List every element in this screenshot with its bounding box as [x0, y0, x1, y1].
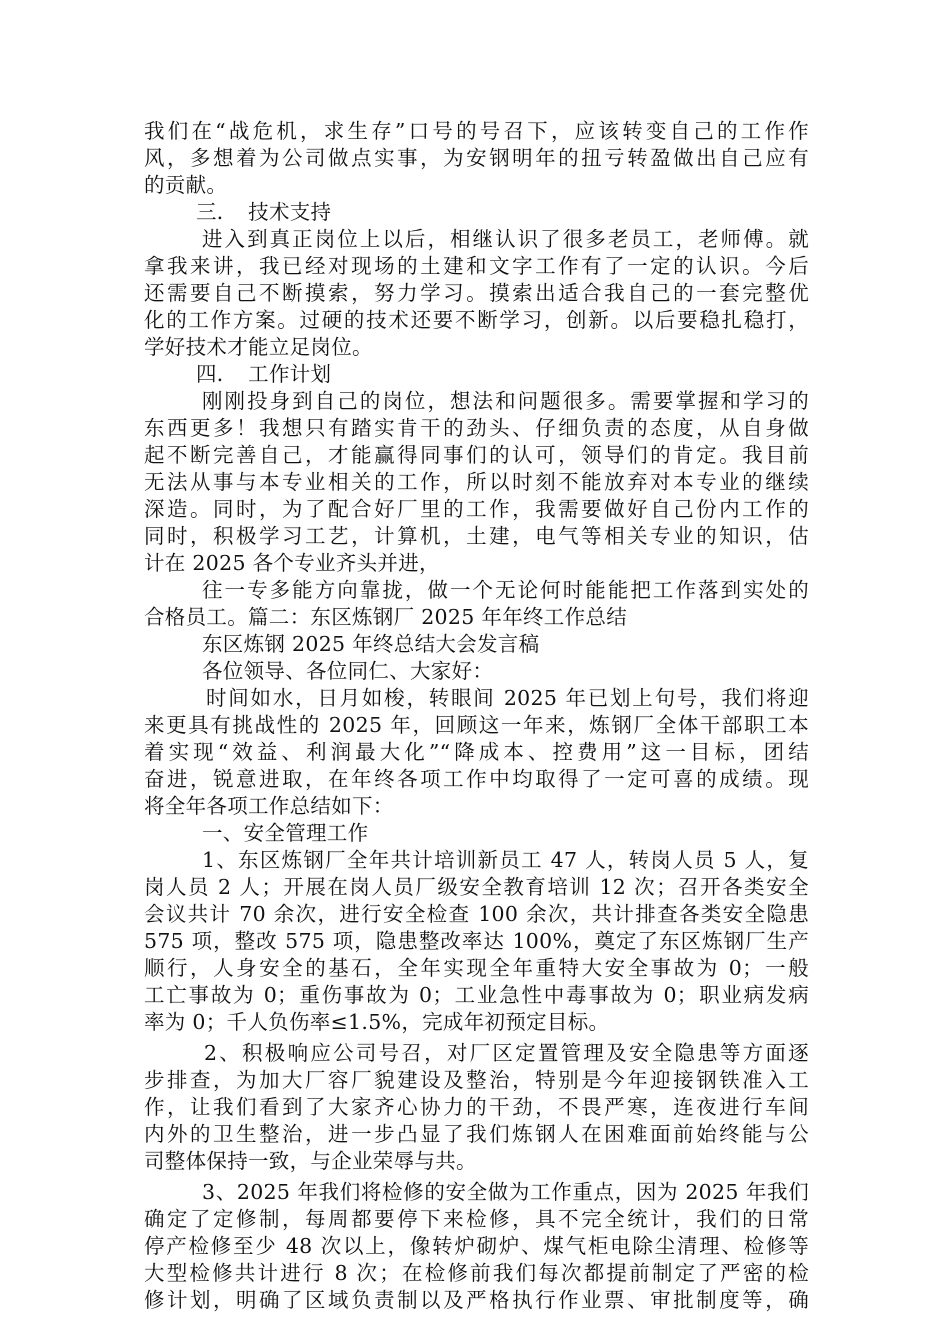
text-line: 计在 2025 各个专业齐头并进，	[144, 551, 440, 575]
text-line: 将全年各项工作总结如下：	[144, 794, 394, 818]
text-line: 化的工作方案。过硬的技术还要不断学习，创新。以后要稳扎稳打，	[144, 308, 809, 332]
text-line: 来更具有挑战性的 2025 年，回顾这一年来，炼钢厂全体干部职工本	[144, 713, 809, 737]
text-line: 2、积极响应公司号召，对厂区定置管理及安全隐患等方面逐	[204, 1041, 809, 1065]
text-line: 同时，积极学习工艺，计算机，土建，电气等相关专业的知识，估	[144, 524, 809, 548]
text-line: 三． 技术支持	[196, 200, 332, 224]
text-line: 四． 工作计划	[196, 362, 332, 386]
text-line: 率为 0；千人负伤率≤1.5%，完成年初预定目标。	[144, 1010, 610, 1034]
text-line: 往一专多能方向靠拢，做一个无论何时能能把工作落到实处的	[202, 578, 809, 602]
text-line: 的贡献。	[144, 173, 228, 197]
text-line: 时间如水，日月如梭，转眼间 2025 年已划上句号，我们将迎	[206, 686, 809, 710]
text-line: 修计划，明确了区域负责制以及严格执行作业票、审批制度等，确	[144, 1288, 809, 1312]
text-line: 起不断完善自己，才能赢得同事们的认可，领导们的肯定。我目前	[144, 443, 809, 467]
text-line: 3、2025 年我们将检修的安全做为工作重点，因为 2025 年我们	[202, 1180, 809, 1204]
text-line: 确定了定修制，每周都要停下来检修，具不完全统计，我们的日常	[144, 1207, 809, 1231]
text-line: 风，多想着为公司做点实事，为安钢明年的扭亏转盈做出自己应有	[144, 146, 809, 170]
text-line: 进入到真正岗位上以后，相继认识了很多老员工，老师傅。就	[202, 227, 809, 251]
text-line: 岗人员 2 人；开展在岗人员厂级安全教育培训 12 次；召开各类安全	[144, 875, 809, 899]
text-line: 工亡事故为 0；重伤事故为 0；工业急性中毒事故为 0；职业病发病	[144, 983, 809, 1007]
text-line: 会议共计 70 余次，进行安全检查 100 余次，共计排查各类安全隐患	[144, 902, 809, 926]
text-line: 东区炼钢 2025 年终总结大会发言稿	[202, 632, 540, 656]
text-line: 拿我来讲，我已经对现场的土建和文字工作有了一定的认识。今后	[144, 254, 809, 278]
text-line: 停产检修至少 48 次以上，像转炉砌炉、煤气柜电除尘清理、检修等	[144, 1234, 809, 1258]
text-line: 东西更多！我想只有踏实肯干的劲头、仔细负责的态度，从自身做	[144, 416, 809, 440]
text-line: 着实现“效益、利润最大化”“降成本、控费用”这一目标，团结	[144, 740, 809, 764]
document-body	[144, 118, 809, 1314]
text-line: 司整体保持一致，与企业荣辱与共。	[144, 1149, 477, 1173]
text-line: 我们在“战危机，求生存”口号的号召下，应该转变自己的工作作	[144, 119, 809, 143]
text-line: 合格员工。篇二：东区炼钢厂 2025 年年终工作总结	[144, 605, 628, 629]
text-line: 作，让我们看到了大家齐心协力的干劲，不畏严寒，连夜进行车间	[144, 1095, 809, 1119]
text-line: 各位领导、各位同仁、大家好：	[202, 659, 494, 683]
text-line: 内外的卫生整治，进一步凸显了我们炼钢人在困难面前始终能与公	[144, 1122, 809, 1146]
text-line: 无法从事与本专业相关的工作，所以时刻不能放弃对本专业的继续	[144, 470, 809, 494]
text-line: 一、安全管理工作	[202, 821, 369, 845]
text-line: 步排查，为加大厂容厂貌建设及整治，特别是今年迎接钢铁准入工	[144, 1068, 809, 1092]
text-line: 奋进，锐意进取，在年终各项工作中均取得了一定可喜的成绩。现	[144, 767, 809, 791]
text-line: 顺行，人身安全的基石，全年实现全年重特大安全事故为 0；一般	[144, 956, 809, 980]
text-line: 学好技术才能立足岗位。	[144, 335, 373, 359]
text-line: 深造。同时，为了配合好厂里的工作，我需要做好自己份内工作的	[144, 497, 809, 521]
text-line: 575 项，整改 575 项，隐患整改率达 100%，奠定了东区炼钢厂生产	[144, 929, 809, 953]
text-line: 刚刚投身到自己的岗位，想法和问题很多。需要掌握和学习的	[202, 389, 809, 413]
text-line: 1、东区炼钢厂全年共计培训新员工 47 人，转岗人员 5 人，复	[202, 848, 809, 872]
text-line: 还需要自己不断摸索，努力学习。摸索出适合我自己的一套完整优	[144, 281, 809, 305]
text-line: 大型检修共计进行 8 次；在检修前我们每次都提前制定了严密的检	[144, 1261, 809, 1285]
